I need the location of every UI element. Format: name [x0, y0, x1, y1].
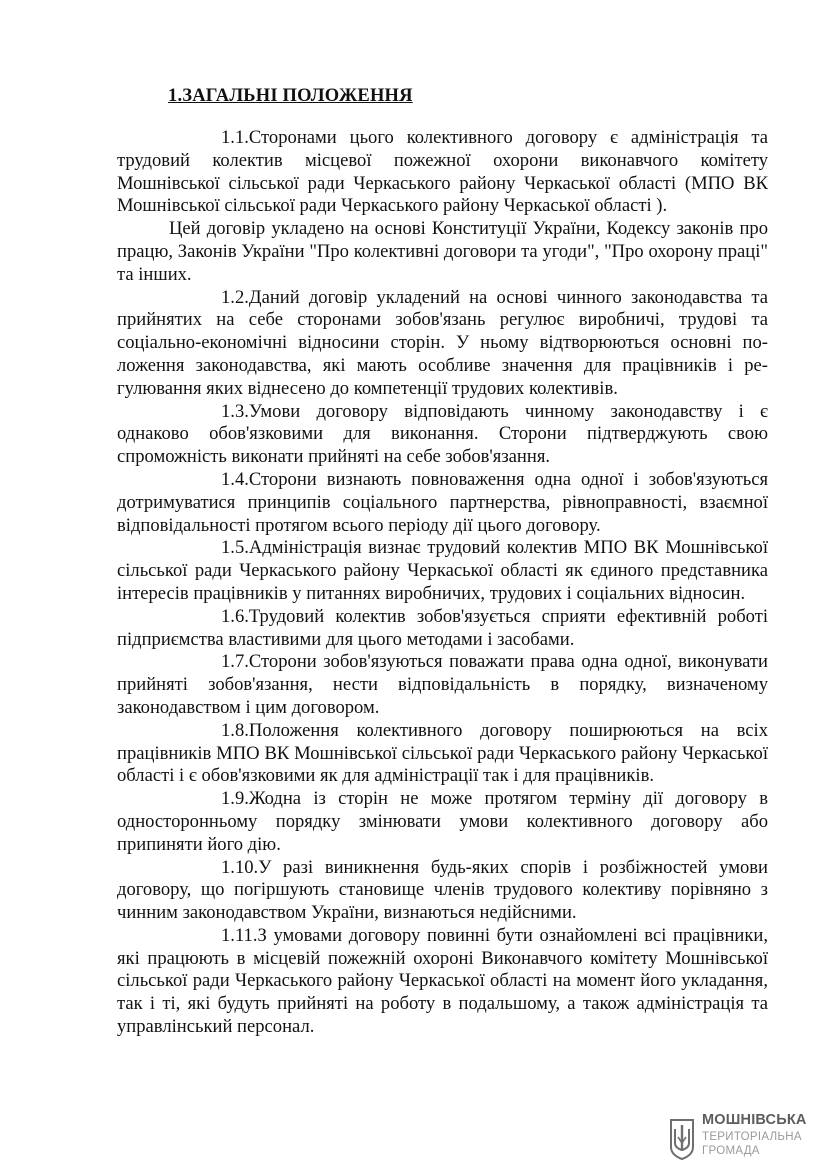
- paragraph-number: 1.9.: [221, 788, 249, 810]
- section-title: 1.ЗАГАЛЬНІ ПОЛОЖЕННЯ: [168, 86, 413, 106]
- paragraph: [117, 925, 768, 1039]
- community-logo: [668, 1112, 808, 1164]
- paragraph-text: Цей договір укладено на основі Конституції України, Кодексу законів про працю, Законів України "Про колективні договори та угоди", "Про охорону праці" та інших.: [117, 218, 768, 285]
- paragraph-number: 1.2.: [221, 286, 249, 308]
- paragraph-number: 1.7.: [221, 651, 249, 673]
- paragraph: [117, 857, 768, 925]
- paragraph: [117, 606, 768, 652]
- paragraph: [117, 720, 768, 788]
- logo-title: МОШНІВСЬКА: [702, 1112, 807, 1128]
- paragraph-number: 1.10.: [221, 856, 259, 878]
- paragraph: [117, 651, 768, 719]
- paragraph-text: Сторони зобов'язуються поважати права одна одної, виконувати прийняті зобов'язання, нести відповідальність в порядку, визначеному законодавством і цим договором.: [117, 651, 768, 718]
- paragraph-text: Положення колективного договору поширюються на всіх працівників МПО ВК Мошнівської сільської ради Черкаського району Черкаської області і є обов'язковими як для адміністрації так і для працівників.: [117, 719, 768, 787]
- logo-subtitle-line-2: ГРОМАДА: [702, 1145, 760, 1157]
- paragraph: [117, 127, 768, 218]
- paragraph-text: З умовами договору повинні бути ознайомлені всі працівники, які працюють в місцевій пожежній охороні Виконавчого комітету Мошнівської сільської ради Черкаського району Черкаської області на момент його укладання, так і ті, які будуть прийняті на роботу в подальшому, а також адміністрація та управлінський персонал.: [117, 924, 768, 1038]
- paragraph-text: Умови договору відповідають чинному законодавству і є однаково обов'язковими для виконання. Сторони підтверджують свою спроможність виконати прийняті на себе зобов'язання.: [117, 400, 768, 468]
- paragraph-text: Даний договір укладений на основі чинного законодавства та прийнятих на себе сторонами зобов'язань регулює виробничі, трудові та соціально-економічні відносини сторін. У ньому відтворюються основні положення законодавства, які мають особливе значення для працівників і регулювання яких віднесено до компетенції трудових колективів.: [117, 286, 768, 399]
- paragraph-number: 1.3.: [221, 400, 249, 422]
- paragraph: [117, 788, 768, 856]
- logo-subtitle-line-1: ТЕРИТОРІАЛЬНА: [702, 1131, 802, 1143]
- paragraph-text: Сторони визнають повноваження одна одної і зобов'язуються дотримуватися принципів соціального партнерства, рівноправності, взаємної відповідальності протягом всього періоду дії цього договору.: [117, 468, 768, 536]
- paragraph: [117, 287, 768, 401]
- paragraph-text: Сторонами цього колективного договору є адміністрація та трудовий колектив місцевої пожежної охорони виконавчого комітету Мошнівської сільської ради Черкаського району Черкаської області (МПО ВК Мошнівської сільської ради Черкаського району Черкаської області ).: [117, 127, 768, 217]
- document-body: [117, 127, 768, 1039]
- paragraph-text: У разі виникнення будь-яких спорів і розбіжностей умови договору, що погіршують становище членів трудового колективу порівняно з чинним законодавством України, визнаються недійсними.: [117, 856, 768, 924]
- paragraph-text: Трудовий колектив зобов'язується сприяти ефективній роботі підприємства властивими для цього методами і засобами.: [117, 605, 768, 650]
- paragraph-number: 1.8.: [221, 719, 249, 741]
- paragraph-text: Жодна із сторін не може протягом терміну дії договору в односторонньому порядку змінювати умови колективного договору або припиняти його дію.: [117, 788, 768, 855]
- paragraph: [117, 537, 768, 605]
- paragraph: [117, 218, 768, 286]
- paragraph: [117, 469, 768, 537]
- paragraph: [117, 401, 768, 469]
- paragraph-number: 1.5.: [221, 537, 249, 559]
- paragraph-number: 1.4.: [221, 468, 249, 490]
- paragraph-number: 1.11.: [221, 924, 258, 946]
- paragraph-number: 1.6.: [221, 605, 249, 627]
- paragraph-number: 1.1.: [221, 127, 249, 148]
- trident-emblem-icon: [668, 1117, 696, 1161]
- paragraph-text: Адміністрація визнає трудовий колектив МПО ВК Мошнівської сільської ради Черкаського району Черкаської області як єдиного представника інтересів працівників у питаннях виробничих, трудових і соціальних відносин.: [117, 537, 768, 604]
